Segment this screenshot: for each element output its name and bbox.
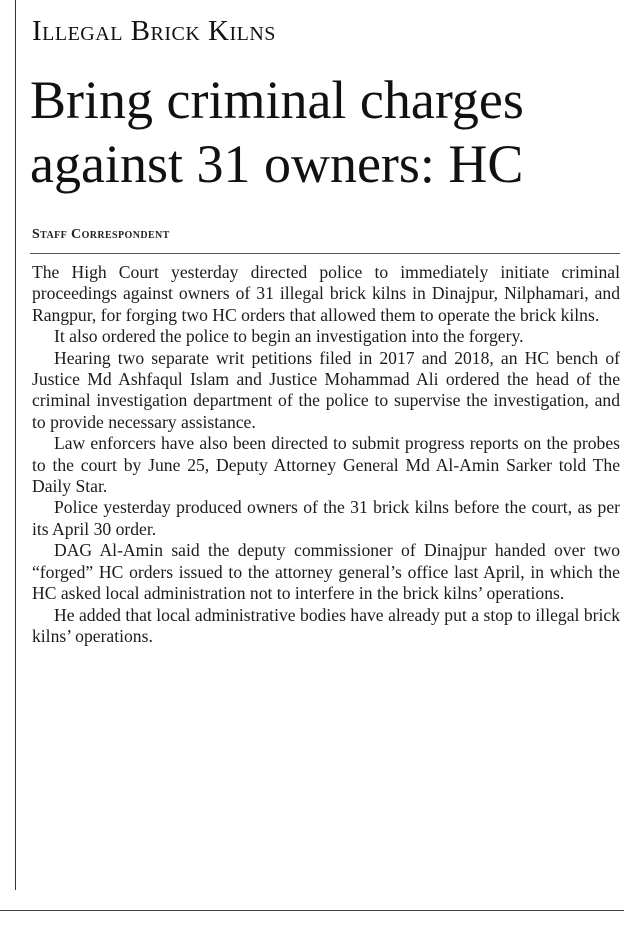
paragraph: The High Court yesterday directed police to immediately initiate criminal proceedings against owners of 31 illegal brick kilns in Dinajpur, Nilphamari, and Rangpur, for forging two HC orders that allowed them to operate the brick kilns.	[32, 262, 620, 325]
paragraph: It also ordered the police to begin an investigation into the forgery.	[54, 326, 524, 347]
byline-divider	[30, 253, 620, 254]
headline: Bring criminal charges against 31 owners: HC	[30, 70, 524, 194]
paragraph: Law enforcers have also been directed to submit progress reports on the probes to the court by June 25, Deputy Attorney General Md Al-Amin Sarker told The Daily Star.	[32, 433, 620, 497]
paragraph: DAG Al-Amin said the deputy commissioner of Dinajpur handed over two “forged” HC orders issued to the attorney general’s office last April, in which the HC asked local administration not to interfere in the brick kilns’ operations.	[32, 540, 620, 604]
paragraph: Hearing two separate writ petitions filed in 2017 and 2018, an HC bench of Justice Md Ashfaqul Islam and Justice Mohammad Ali ordered the head of the criminal investigation department of the police to supervise the investigation, and to provide necessary assistance.	[32, 347, 620, 432]
byline: Staff Correspondent	[32, 227, 170, 242]
column-rule	[15, 0, 16, 890]
bottom-rule	[0, 910, 624, 911]
paragraph: He added that local administrative bodies have already put a stop to illegal brick kilns’ operations.	[32, 604, 620, 646]
paragraph: Police yesterday produced owners of the 31 brick kilns before the court, as per its April 30 order.	[32, 497, 620, 539]
section-kicker: Illegal Brick Kilns	[32, 15, 276, 47]
article-body	[32, 262, 620, 647]
